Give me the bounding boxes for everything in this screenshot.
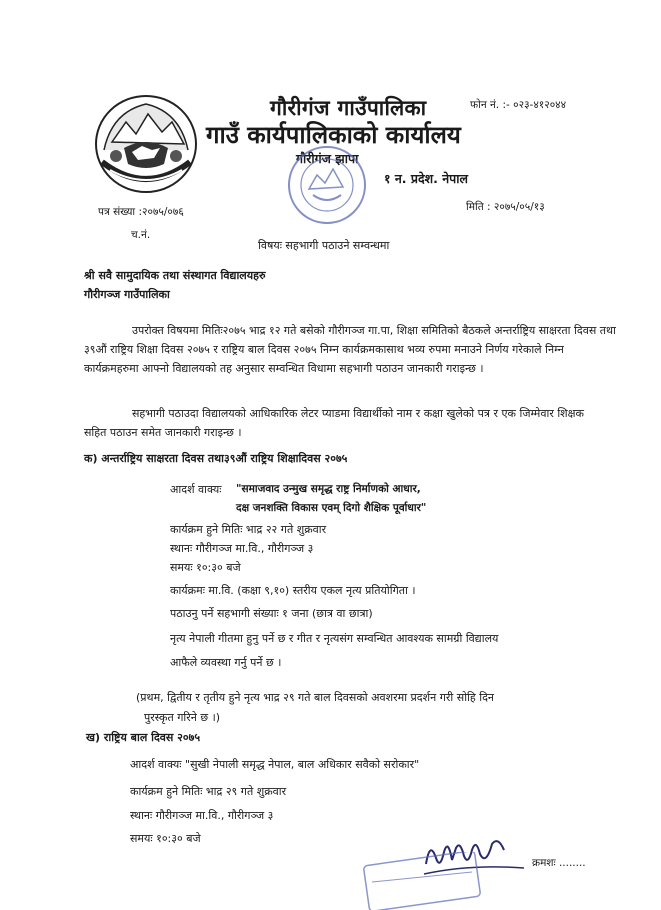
section-a-motto-line-2: दक्ष जनशक्ति विकास एवम् दिगो शैक्षिक पूर्वाधार" [236,502,427,514]
body-paragraph-2: सहभागी पठाउदा विद्यालयको आधिकारिक लेटर प्याडमा विद्यार्थीको नाम र कक्षा खुलेको पत्र र एक जिम्मेवार शिक्षक सहित पठाउन समेत जानकारी गराइन्छ । [84,407,584,439]
section-a-heading: क) अन्तर्राष्ट्रिय साक्षरता दिवस तथा३९औं राष्ट्रिय शिक्षादिवस २०७५ [84,452,348,465]
continued-marker: क्रमशः ........ [532,857,586,869]
section-b-motto: आदर्श वाक्यः "सुखी नेपाली समृद्ध नेपाल, बाल अधिकार सवैको सरोकार" [130,758,420,771]
province-address: १ न. प्रदेश. नेपाल [384,171,468,186]
municipality-name: गौरीगंज गाउँपालिका [270,96,427,120]
section-b-place: स्थानः गौरीगञ्ज मा.वि., गौरीगञ्ज ३ [130,809,274,822]
nepal-emblem-icon [92,92,200,196]
section-a-note-line-2: आफैले व्यवस्था गर्नु पर्ने छ । [170,656,282,669]
section-a-award-line-1: (प्रथम, द्वितीय र तृतीय हुने नृत्य भाद्र २९ गते बाल दिवसको अवशरमा प्रदर्शन गरी सोहि दिन [136,691,495,704]
section-a-note-line-1: नृत्य नेपाली गीतमा हुनु पर्ने छ र गीत र नृत्यसंग सम्वन्धित आवश्यक सामग्री विद्यालय [170,632,499,645]
office-name: गाउँ कार्यपालिकाको कार्यालय [206,121,461,149]
phone-number: फोन नं. :- ०२३-४१२०४४ [470,99,567,111]
section-a-award-line-2: पुरस्कृत गरिने छ ।) [144,711,221,724]
body-paragraph-1: उपरोक्त विषयमा मितिः२०७५ भाद्र १२ गते बसेको गौरीगञ्ज गा.पा, शिक्षा समितिको बैठकले अन्तर्राष्ट्रिय साक्षरता दिवस तथा ३९औं राष्ट्रिय शिक्षा दिवस २०७५ र राष्ट्रिय बाल दिवस २०७५ निम्न कार्यक्रमकासाथ भव्य रुपमा मनाउने निर्णय गरेकाले निम्न कार्यक्रमहरुमा आफ्नो विद्यालयको तह अनुसार सम्वन्धित विधामा सहभागी पठाउन जानकारी गराइन्छ । [84,324,616,375]
section-a-motto-label: आदर्श वाक्यः [170,483,222,496]
office-address: गौरीगंज झापा [296,151,359,166]
section-b-date: कार्यक्रम हुने मितिः भाद्र २९ गते शुक्रवार [130,785,287,798]
signature-stamp-icon [362,852,482,910]
section-a-participants: पठाउनु पर्ने सहभागी संख्याः १ जना (छात्र वा छात्रा) [170,607,373,620]
subject-line: विषयः सहभागी पठाउने सम्वन्धमा [258,239,390,252]
addressee-line-2: गौरीगञ्ज गाउँपालिका [84,288,170,301]
section-a-place: स्थानः गौरीगञ्ज मा.वि., गौरीगञ्ज ३ [170,542,314,555]
dispatch-number: च.नं. [131,229,151,241]
section-b-time: समयः १०:३० बजे [130,832,201,845]
section-a-date: कार्यक्रम हुने मितिः भाद्र २२ गते शुक्रवार [170,523,327,536]
section-a-motto-line-1: "समाजवाद उन्मुख समृद्ध राष्ट्र निर्माणको आधार, [236,483,421,495]
section-b-heading: ख) राष्ट्रिय बाल दिवस २०७५ [86,731,201,744]
letter-date: मिति : २०७५/०५/१३ [466,201,545,213]
reference-number: पत्र संख्या :२०७५/०७६ [98,206,184,218]
office-stamp-icon [285,143,369,227]
addressee-line-1: श्री सवै सामुदायिक तथा संस्थागत विद्यालयहरु [84,269,266,282]
section-a-time: समयः १०:३० बजे [170,561,241,574]
section-a-program: कार्यक्रमः मा.वि. (कक्षा ९,१०) स्तरीय एकल नृत्य प्रतियोगिता । [170,584,416,597]
